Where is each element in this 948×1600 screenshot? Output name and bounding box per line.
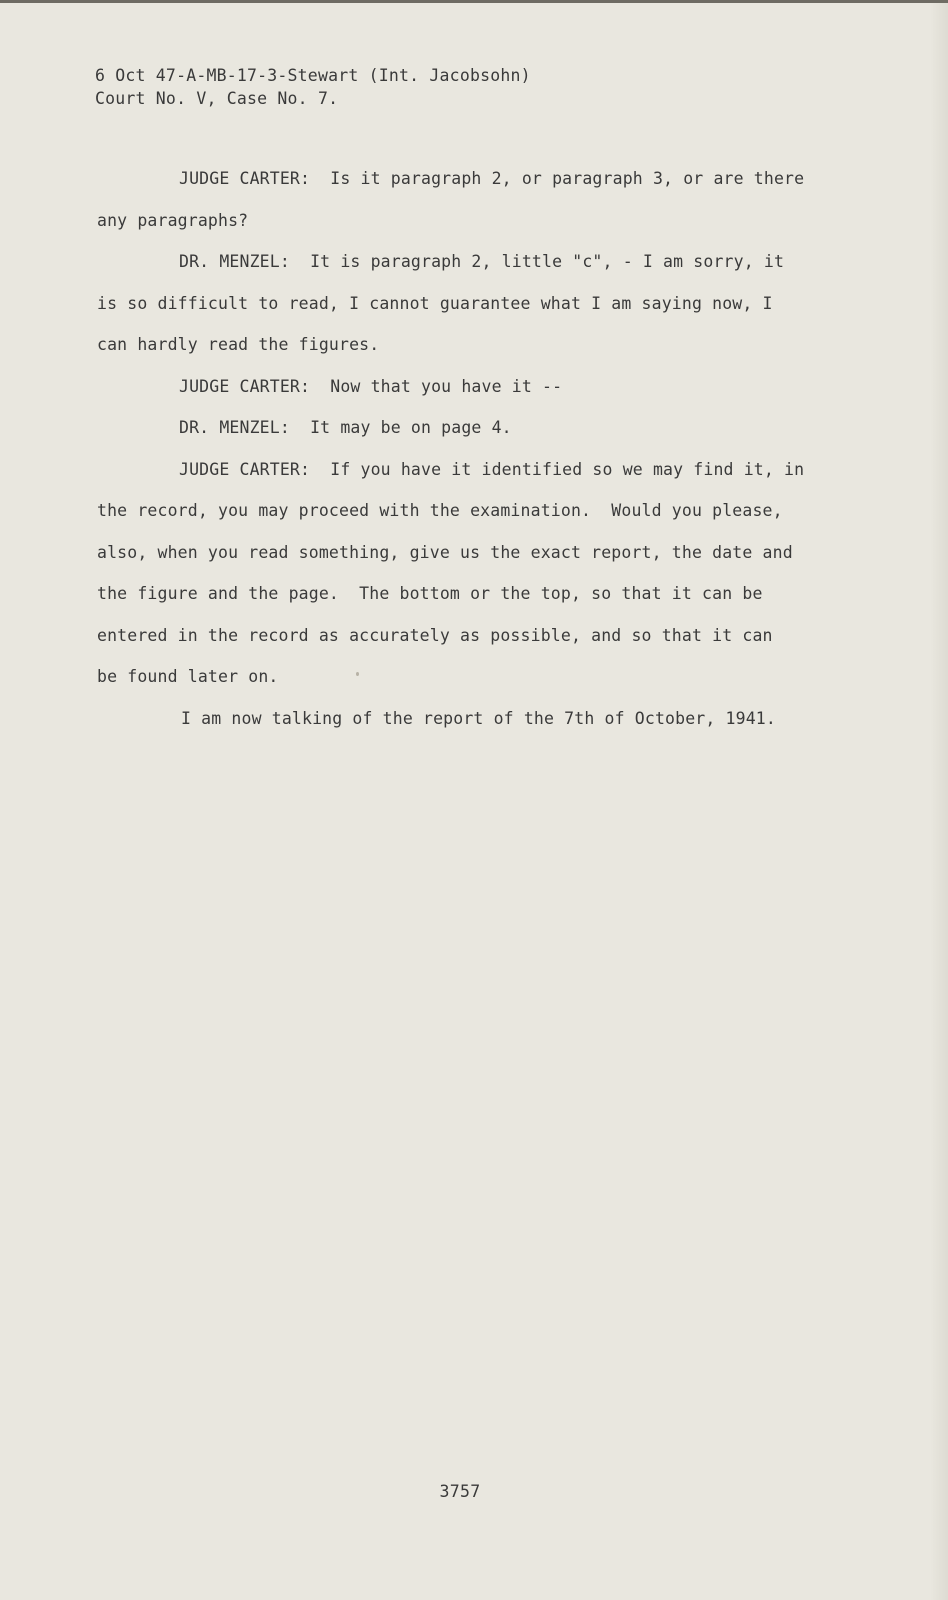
- page-number: 3757: [439, 1482, 481, 1501]
- paper-speck: [356, 672, 359, 676]
- transcript-line: also, when you read something, give us the exact report, the date and: [97, 542, 793, 562]
- transcript-line: be found later on.: [97, 667, 279, 686]
- document-header: [95, 64, 531, 110]
- transcript-body: [97, 164, 837, 745]
- header-line-court: Court No. V, Case No. 7.: [95, 89, 339, 108]
- transcript-line: the figure and the page. The bottom or the top, so that it can be: [97, 584, 763, 603]
- header-line-session: 6 Oct 47-A-MB-17-3-Stewart (Int. Jacobsohn): [95, 66, 531, 85]
- transcript-line: entered in the record as accurately as possible, and so that it can: [97, 625, 773, 645]
- transcript-line: DR. MENZEL: It is paragraph 2, little "c", - I am sorry, it: [179, 252, 785, 271]
- transcript-line: DR. MENZEL: It may be on page 4.: [179, 418, 512, 437]
- transcript-line: JUDGE CARTER: Now that you have it --: [179, 376, 563, 396]
- transcript-line: any paragraphs?: [97, 210, 249, 230]
- transcript-line: the record, you may proceed with the examination. Would you please,: [97, 501, 783, 520]
- transcript-line: JUDGE CARTER: If you have it identified so we may find it, in: [179, 459, 805, 479]
- transcript-line: can hardly read the figures.: [97, 335, 380, 354]
- transcript-line: I am now talking of the report of the 7th of October, 1941.: [181, 708, 776, 728]
- transcript-line: is so difficult to read, I cannot guarantee what I am saying now, I: [97, 293, 773, 313]
- transcript-line: JUDGE CARTER: Is it paragraph 2, or paragraph 3, or are there: [179, 169, 805, 188]
